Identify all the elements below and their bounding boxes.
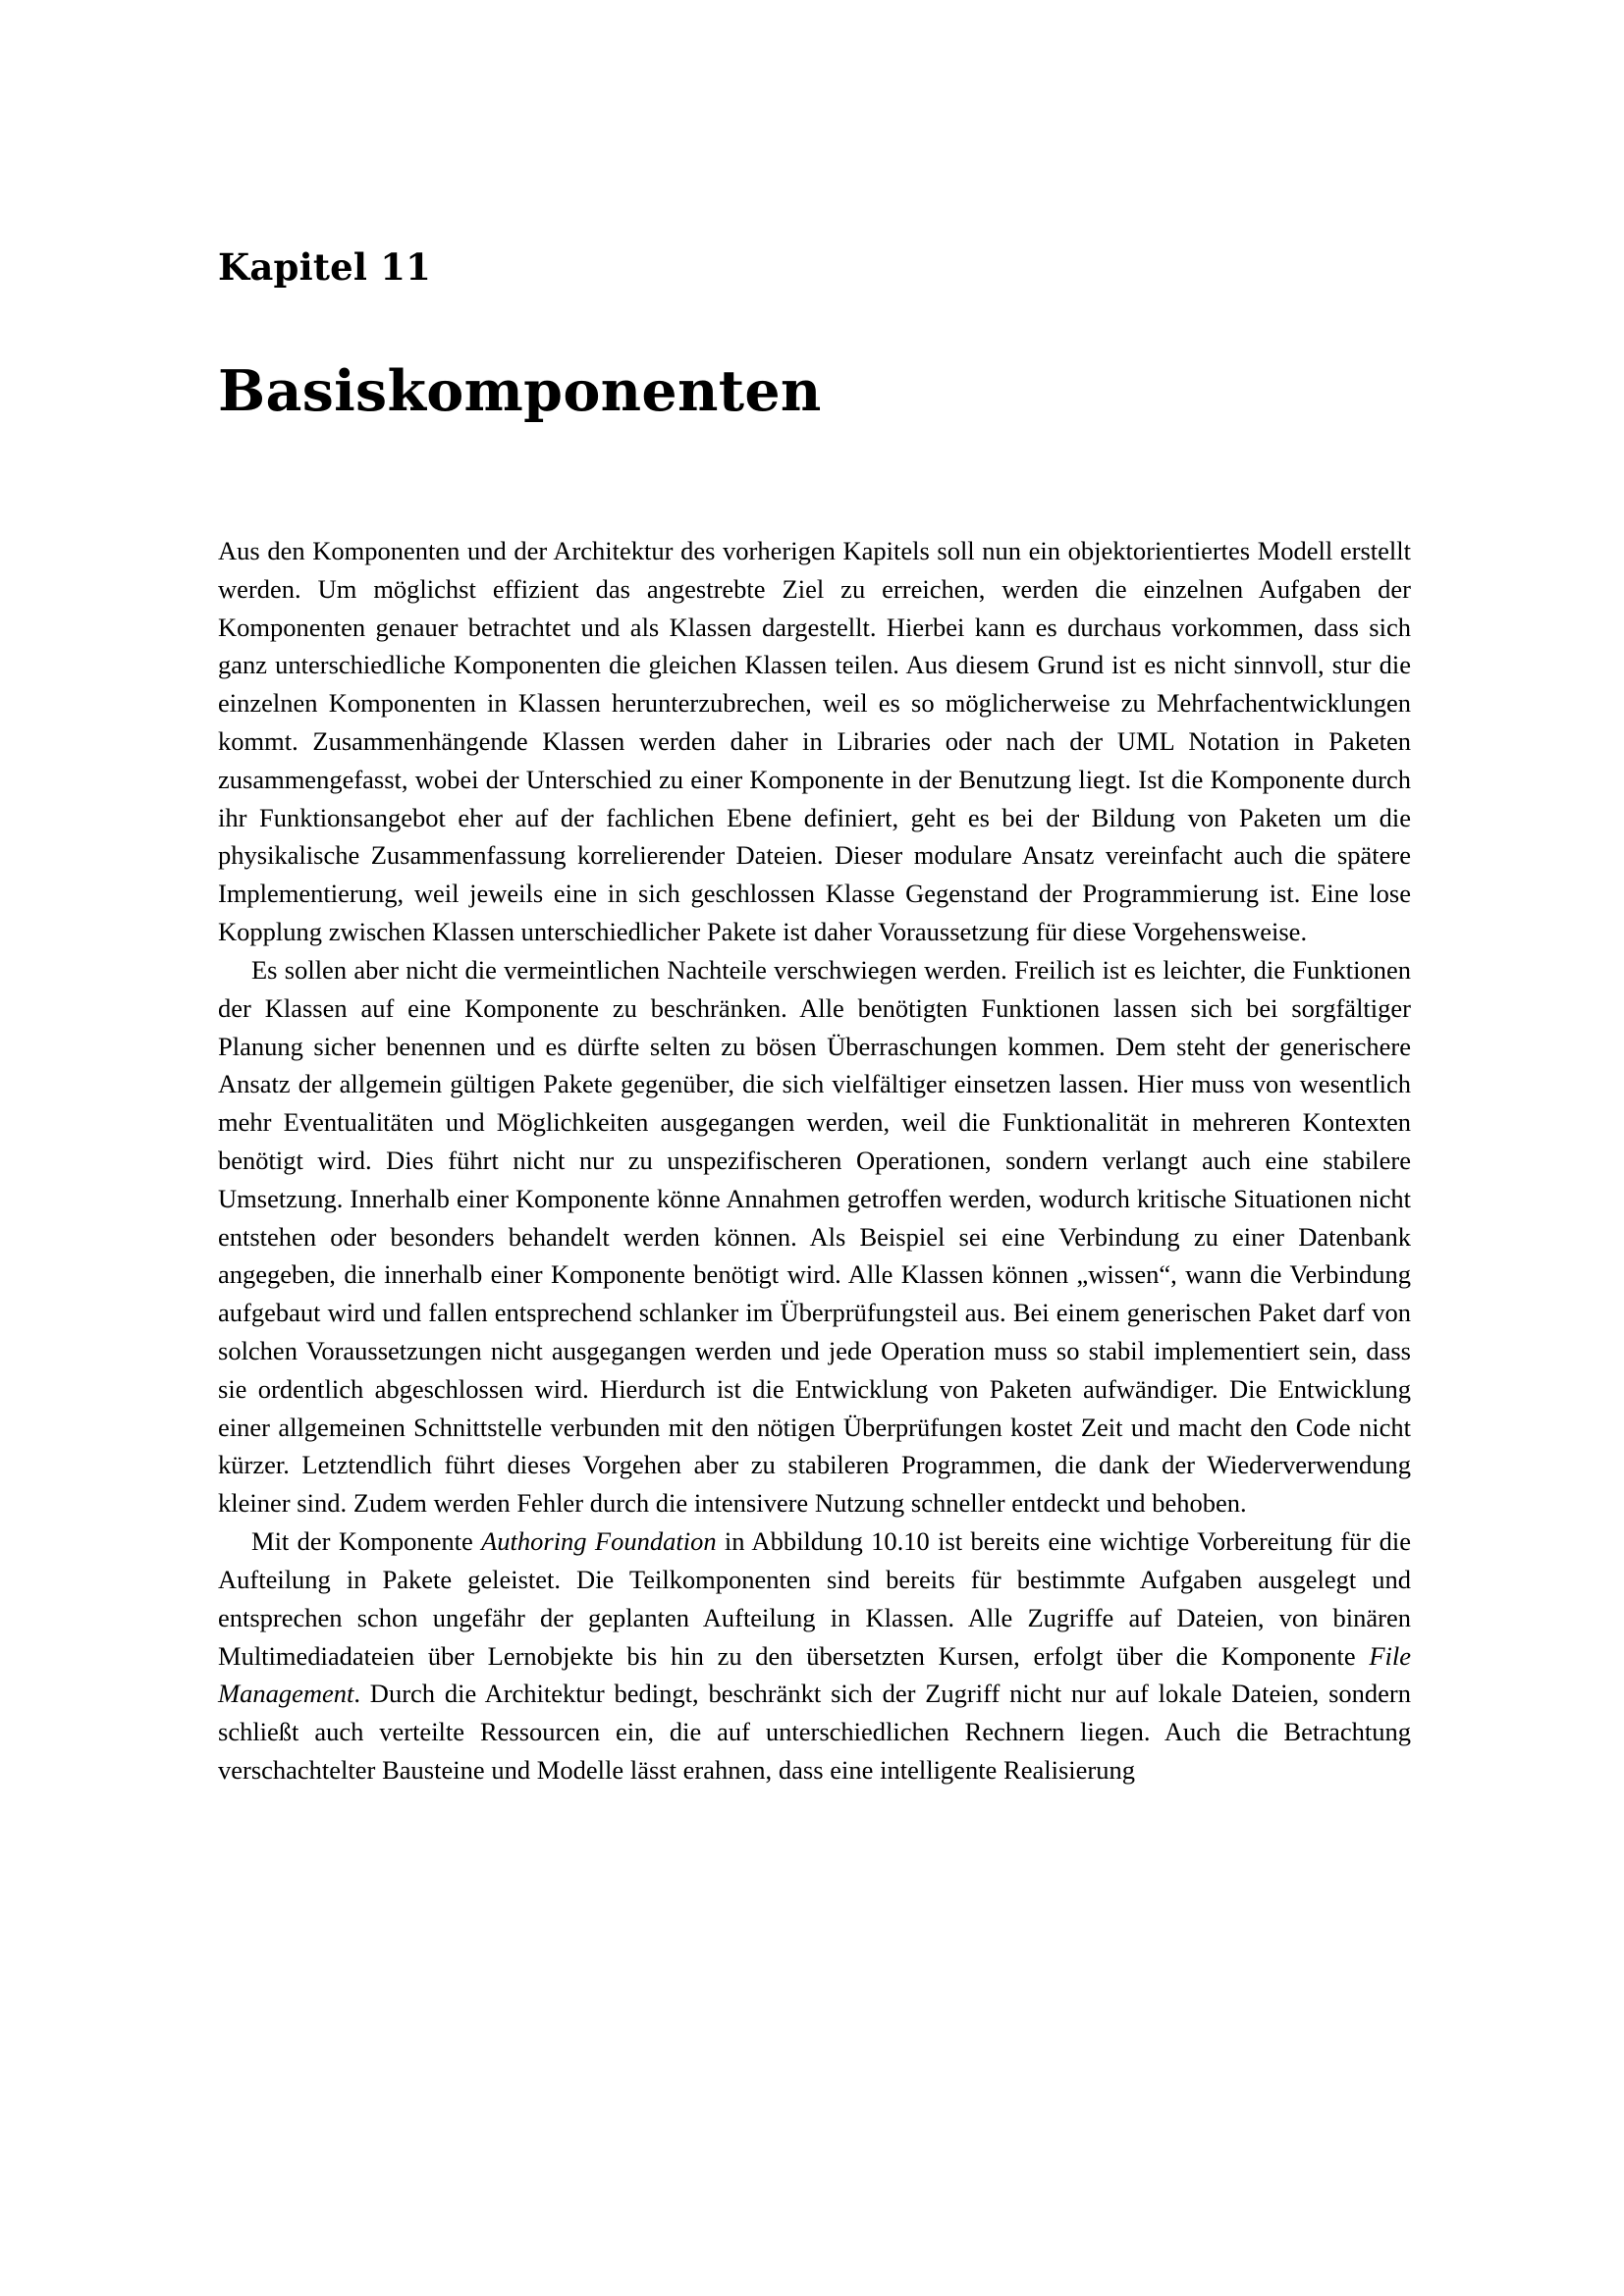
paragraph-3-part-2: in Abbildung 10.10 ist bereits eine wichtige Vorbereitung für die Aufteilung in Pakete geleistet. Die Teilkomponenten sind bereits für bestimmte Aufgaben ausgelegt und entsprechen schon ungefähr der geplanten Aufteilung in Klassen. Alle Zugriffe auf Dateien, von binären Multimediadateien über Lernobjekte bis hin zu den übersetzten Kursen, erfolgt über die Komponente [218, 1526, 1411, 1671]
chapter-title: Basiskomponenten [218, 358, 822, 425]
paragraph-3 [218, 1522, 1411, 1789]
paragraph-2: Es sollen aber nicht die vermeintlichen Nachteile verschwiegen werden. Freilich ist es leichter, die Funktionen der Klassen auf eine Komponente zu beschränken. Alle benötigten Funktionen lassen sich bei sorgfältiger Planung sicher benennen und es dürfte selten zu bösen Überraschungen kommen. Dem steht der generischere Ansatz der allgemein gültigen Pakete gegenüber, die sich vielfältiger einsetzen lassen. Hier muss von wesentlich mehr Eventualitäten und Möglichkeiten ausgegangen werden, weil die Funktionalität in mehreren Kontexten benötigt wird. Dies führt nicht nur zu unspezifischeren Operationen, sondern verlangt auch eine stabilere Umsetzung. Innerhalb einer Komponente könne Annahmen getroffen werden, wodurch kritische Situationen nicht entstehen oder besonders behandelt werden können. Als Beispiel sei eine Verbindung zu einer Datenbank angegeben, die innerhalb einer Komponente benötigt wird. Alle Klassen können „wissen“, wann die Verbindung aufgebaut wird und fallen entsprechend schlanker im Überprüfungsteil aus. Bei einem generischen Paket darf von solchen Voraussetzungen nicht ausgegangen werden und jede Operation muss so stabil implementiert sein, dass sie ordentlich abgeschlossen wird. Hierdurch ist die Entwicklung von Paketen aufwändiger. Die Entwicklung einer allgemeinen Schnittstelle verbunden mit den nötigen Überprüfungen kostet Zeit und macht den Code nicht kürzer. Letztendlich führt dieses Vorgehen aber zu stabileren Programmen, die dank der Wiederverwendung kleiner sind. Zudem werden Fehler durch die intensivere Nutzung schneller entdeckt und behoben. [218, 954, 1411, 1519]
component-name-authoring-foundation: Authoring Foundation [481, 1526, 717, 1557]
paragraph-3-part-1: Mit der Komponente [251, 1526, 482, 1557]
page-content [218, 245, 1411, 1789]
chapter-number: Kapitel 11 [218, 245, 432, 289]
paragraph-3-part-3: . Durch die Architektur bedingt, beschränkt sich der Zugriff nicht nur auf lokale Dateien, sondern schließt auch verteilte Ressourcen ein, die auf unterschiedlichen Rechnern liegen. Auch die Betrachtung verschachtelter Bausteine und Modelle lässt erahnen, dass eine intelligente Realisierung [218, 1679, 1411, 1785]
paragraph-1: Aus den Komponenten und der Architektur des vorherigen Kapitels soll nun ein objektorientiertes Modell erstellt werden. Um möglichst effizient das angestrebte Ziel zu erreichen, werden die einzelnen Aufgaben der Komponenten genauer betrachtet und als Klassen dargestellt. Hierbei kann es durchaus vorkommen, dass sich ganz unterschiedliche Komponenten die gleichen Klassen teilen. Aus diesem Grund ist es nicht sinnvoll, stur die einzelnen Komponenten in Klassen herunterzubrechen, weil es so möglicherweise zu Mehrfachentwicklungen kommt. Zusammenhängende Klassen werden daher in Libraries oder nach der UML Notation in Paketen zusammengefasst, wobei der Unterschied zu einer Komponente in der Benutzung liegt. Ist die Komponente durch ihr Funktionsangebot eher auf der fachlichen Ebene definiert, geht es bei der Bildung von Paketen um die physikalische Zusammenfassung korrelierender Dateien. Dieser modulare Ansatz vereinfacht auch die spätere Implementierung, weil jeweils eine in sich geschlossen Klasse Gegenstand der Programmierung ist. Eine lose Kopplung zwischen Klassen unterschiedlicher Pakete ist daher Voraussetzung für diese Vorgehensweise. [218, 535, 1411, 947]
component-name-file-management: File Management [218, 1640, 1411, 1709]
body-text [218, 532, 1411, 1789]
